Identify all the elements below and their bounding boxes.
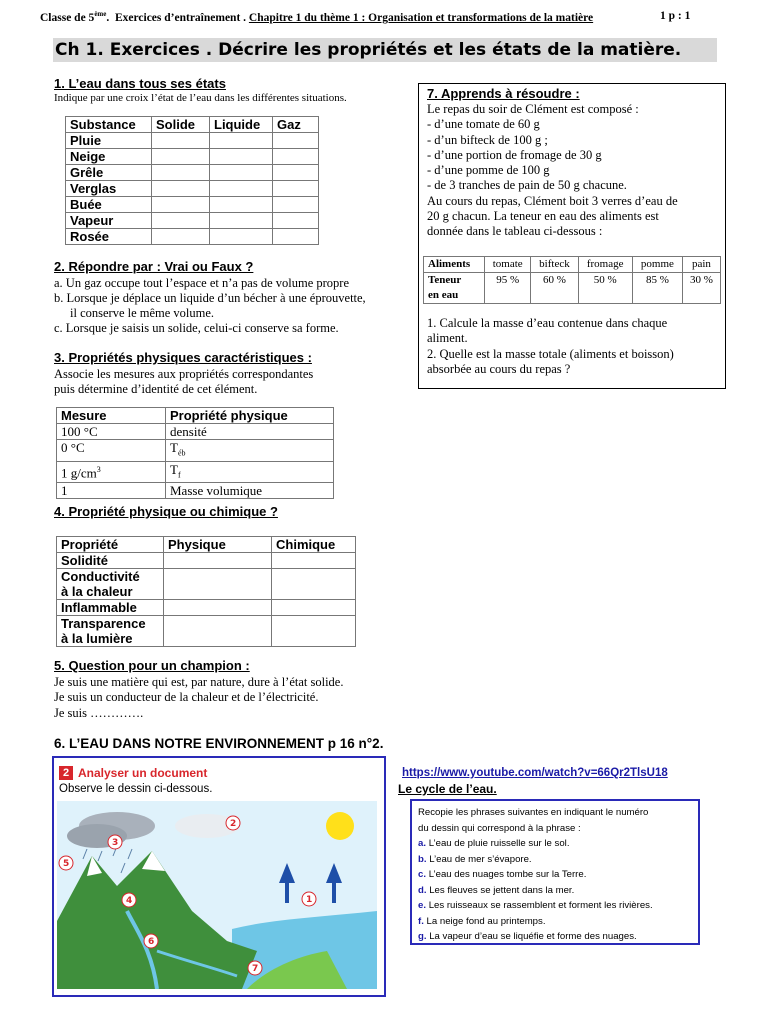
water-content-label: Teneur en eau bbox=[424, 273, 485, 304]
question-1b: aliment. bbox=[427, 331, 468, 346]
answer-cell[interactable] bbox=[272, 616, 356, 647]
answer-cell[interactable] bbox=[152, 181, 210, 197]
s2-heading: 2. Répondre par : Vrai ou Faux ? bbox=[54, 259, 254, 274]
table-row bbox=[57, 569, 356, 600]
table-row bbox=[66, 181, 319, 197]
list-item: d. Les fleuves se jettent dans la mer. bbox=[418, 884, 575, 896]
s5-heading: 5. Question pour un champion : bbox=[54, 658, 250, 673]
s7-text bbox=[427, 102, 678, 240]
s3-heading: 3. Propriétés physiques caractéristiques : bbox=[54, 350, 312, 365]
foods-header: Aliments bbox=[424, 257, 485, 273]
s7-line: - d’une portion de fromage de 30 g bbox=[427, 147, 602, 162]
answer-cell[interactable] bbox=[164, 600, 272, 616]
table-row bbox=[57, 553, 356, 569]
food-name: bifteck bbox=[531, 257, 578, 273]
table-row bbox=[57, 461, 334, 483]
property-value: densité bbox=[166, 424, 334, 440]
s6-heading: 6. L’EAU DANS NOTRE ENVIRONNEMENT p 16 n°2. bbox=[54, 736, 384, 751]
list-item: b. L’eau de mer s’évapore. bbox=[418, 853, 532, 865]
s7-questions bbox=[427, 316, 674, 377]
answer-cell[interactable] bbox=[152, 213, 210, 229]
states-header-liquide: Liquide bbox=[210, 117, 273, 133]
marker-6: 6 bbox=[148, 937, 155, 947]
state-label: Pluie bbox=[66, 133, 152, 149]
s2-item-b-cont: il conserve le même volume. bbox=[70, 306, 215, 320]
doc-title: Analyser un document bbox=[78, 766, 208, 780]
question-2b: absorbée au cours du repas ? bbox=[427, 361, 571, 376]
states-header-gaz: Gaz bbox=[273, 117, 319, 133]
answer-cell[interactable] bbox=[210, 213, 273, 229]
page-title: Ch 1. Exercices . Décrire les propriétés et les états de la matière. bbox=[53, 38, 717, 62]
answer-cell[interactable] bbox=[210, 229, 273, 245]
property-value: Masse volumique bbox=[166, 483, 334, 499]
instructions-box bbox=[410, 799, 700, 945]
s7-line: - de 3 tranches de pain de 50 g chacune. bbox=[427, 178, 627, 193]
prop-label: Inflammable bbox=[57, 600, 164, 616]
property-header: Propriété physique bbox=[166, 408, 334, 424]
s2-item-c: c. Lorsque je saisis un solide, celui-ci conserve sa forme. bbox=[54, 321, 339, 335]
answer-cell[interactable] bbox=[273, 149, 319, 165]
food-name: tomate bbox=[485, 257, 531, 273]
answer-cell[interactable] bbox=[210, 165, 273, 181]
answer-cell[interactable] bbox=[210, 197, 273, 213]
answer-cell[interactable] bbox=[152, 197, 210, 213]
s5-line-3: Je suis …………. bbox=[54, 706, 144, 720]
s7-line: 20 g chacun. La teneur en eau des aliments est bbox=[427, 209, 659, 224]
answer-cell[interactable] bbox=[164, 569, 272, 600]
answer-cell[interactable] bbox=[152, 165, 210, 181]
table-row bbox=[66, 213, 319, 229]
table-row bbox=[66, 197, 319, 213]
cycle-title: Le cycle de l’eau. bbox=[398, 782, 497, 796]
prop-label: Conductivité à la chaleur bbox=[57, 569, 164, 600]
answer-cell[interactable] bbox=[210, 149, 273, 165]
doc-badge: 2 bbox=[59, 766, 73, 780]
box-intro-2: du dessin qui correspond à la phrase : bbox=[418, 822, 581, 834]
header-class: Classe de 5ème. bbox=[40, 10, 110, 24]
question-2a: 2. Quelle est la masse totale (aliments et boisson) bbox=[427, 346, 674, 361]
page-header bbox=[40, 10, 740, 24]
measure-value: 1 bbox=[57, 483, 166, 499]
s3-text-1: Associe les mesures aux propriétés correspondantes bbox=[54, 367, 314, 381]
state-label: Verglas bbox=[66, 181, 152, 197]
state-label: Grêle bbox=[66, 165, 152, 181]
food-name: fromage bbox=[578, 257, 632, 273]
states-table bbox=[65, 116, 319, 245]
measure-header: Mesure bbox=[57, 408, 166, 424]
table-row bbox=[57, 483, 334, 499]
water-value: 95 % bbox=[485, 273, 531, 304]
list-item: f. La neige fond au printemps. bbox=[418, 915, 546, 927]
water-value: 85 % bbox=[632, 273, 682, 304]
answer-cell[interactable] bbox=[210, 133, 273, 149]
table-row bbox=[57, 440, 334, 462]
marker-4: 4 bbox=[126, 896, 133, 906]
s7-line: - d’un bifteck de 100 g ; bbox=[427, 132, 548, 147]
answer-cell[interactable] bbox=[272, 600, 356, 616]
video-link[interactable]: https://www.youtube.com/watch?v=66Qr2TlsU18 bbox=[402, 767, 668, 779]
s2-item-a: a. Un gaz occupe tout l’espace et n’a pas de volume propre bbox=[54, 276, 350, 290]
answer-cell[interactable] bbox=[210, 181, 273, 197]
list-item: a. L’eau de pluie ruisselle sur le sol. bbox=[418, 838, 570, 849]
answer-cell[interactable] bbox=[272, 553, 356, 569]
water-cycle-document bbox=[52, 756, 386, 997]
food-name: pomme bbox=[632, 257, 682, 273]
water-cycle-illustration bbox=[57, 801, 377, 989]
answer-cell[interactable] bbox=[152, 229, 210, 245]
water-value: 50 % bbox=[578, 273, 632, 304]
state-label: Rosée bbox=[66, 229, 152, 245]
state-label: Neige bbox=[66, 149, 152, 165]
answer-cell[interactable] bbox=[272, 569, 356, 600]
marker-1: 1 bbox=[306, 895, 313, 905]
marker-3: 3 bbox=[112, 838, 119, 848]
list-item: e. Les ruisseaux se rassemblent et forment les rivières. bbox=[418, 900, 653, 911]
table-row bbox=[57, 600, 356, 616]
measure-value: 1 $g/cm^3$ bbox=[57, 461, 166, 483]
table-row bbox=[57, 424, 334, 440]
water-content-table bbox=[423, 256, 721, 304]
question-1a: 1. Calcule la masse d’eau contenue dans chaque bbox=[427, 316, 668, 330]
answer-cell[interactable] bbox=[273, 165, 319, 181]
s7-line: Le repas du soir de Clément est composé : bbox=[427, 102, 639, 116]
s5-line-2: Je suis un conducteur de la chaleur et de l’électricité. bbox=[54, 690, 319, 704]
list-item: c. L’eau des nuages tombe sur la Terre. bbox=[418, 869, 587, 880]
table-row bbox=[66, 149, 319, 165]
property-value: $T_f$ bbox=[166, 461, 334, 483]
s7-line: donnée dans le tableau ci-dessous : bbox=[427, 224, 603, 239]
header-chapter: Chapitre 1 du thème 1 : Organisation et transformations de la matière bbox=[248, 11, 594, 24]
answer-cell[interactable] bbox=[152, 133, 210, 149]
s7-heading: 7. Apprends à résoudre : bbox=[427, 86, 580, 101]
marker-2: 2 bbox=[230, 819, 237, 829]
prop-label: Solidité bbox=[57, 553, 164, 569]
answer-cell[interactable] bbox=[164, 553, 272, 569]
property-value: $T_{éb}$ bbox=[166, 440, 334, 462]
answer-cell[interactable] bbox=[273, 213, 319, 229]
answer-cell[interactable] bbox=[273, 133, 319, 149]
table-row bbox=[57, 616, 356, 647]
s3-text-2: puis détermine d’identité de cet élément. bbox=[54, 382, 258, 396]
states-header-substance: Substance bbox=[66, 117, 152, 133]
s7-line: - d’une tomate de 60 g bbox=[427, 117, 540, 132]
answer-cell[interactable] bbox=[273, 197, 319, 213]
answer-cell[interactable] bbox=[164, 616, 272, 647]
s1-instruction: Indique par une croix l’état de l’eau dans les différentes situations. bbox=[54, 92, 347, 104]
header-page: 1 p : 1 bbox=[660, 10, 691, 22]
answer-cell[interactable] bbox=[273, 229, 319, 245]
measure-table bbox=[56, 407, 334, 499]
table-row bbox=[66, 165, 319, 181]
s1-heading: 1. L’eau dans tous ses états bbox=[54, 76, 226, 91]
problem-box bbox=[418, 83, 726, 389]
table-row bbox=[66, 229, 319, 245]
states-header-solide: Solide bbox=[152, 117, 210, 133]
marker-7: 7 bbox=[252, 964, 259, 974]
prop-header-propriete: Propriété bbox=[57, 537, 164, 553]
state-label: Buée bbox=[66, 197, 152, 213]
prop-header-chimique: Chimique bbox=[272, 537, 356, 553]
answer-cell[interactable] bbox=[273, 181, 319, 197]
s7-line: - d’une pomme de 100 g bbox=[427, 163, 550, 178]
food-name: pain bbox=[682, 257, 720, 273]
header-exercices: Exercices d’entraînement . bbox=[114, 11, 247, 24]
measure-value: 100 °C bbox=[57, 424, 166, 440]
water-value: 30 % bbox=[682, 273, 720, 304]
s2-item-b: b. Lorsque je déplace un liquide d’un bécher à une éprouvette, bbox=[54, 291, 366, 305]
s7-line: Au cours du repas, Clément boit 3 verres d’eau de bbox=[427, 193, 678, 208]
s5-line-1: Je suis une matière qui est, par nature, dure à l’état solide. bbox=[54, 675, 344, 689]
marker-5: 5 bbox=[63, 859, 70, 869]
table-row bbox=[66, 133, 319, 149]
measure-value: 0 °C bbox=[57, 440, 166, 462]
water-value: 60 % bbox=[531, 273, 578, 304]
doc-subtitle: Observe le dessin ci-dessous. bbox=[59, 783, 213, 795]
answer-cell[interactable] bbox=[152, 149, 210, 165]
state-label: Vapeur bbox=[66, 213, 152, 229]
prop-header-physique: Physique bbox=[164, 537, 272, 553]
prop-label: Transparence à la lumière bbox=[57, 616, 164, 647]
sun-icon bbox=[326, 812, 354, 840]
s4-heading: 4. Propriété physique ou chimique ? bbox=[54, 504, 278, 519]
list-item: g. La vapeur d’eau se liquéfie et forme des nuages. bbox=[418, 931, 637, 942]
box-intro-1: Recopie les phrases suivantes en indiquant le numéro bbox=[418, 807, 649, 818]
property-type-table bbox=[56, 536, 356, 647]
